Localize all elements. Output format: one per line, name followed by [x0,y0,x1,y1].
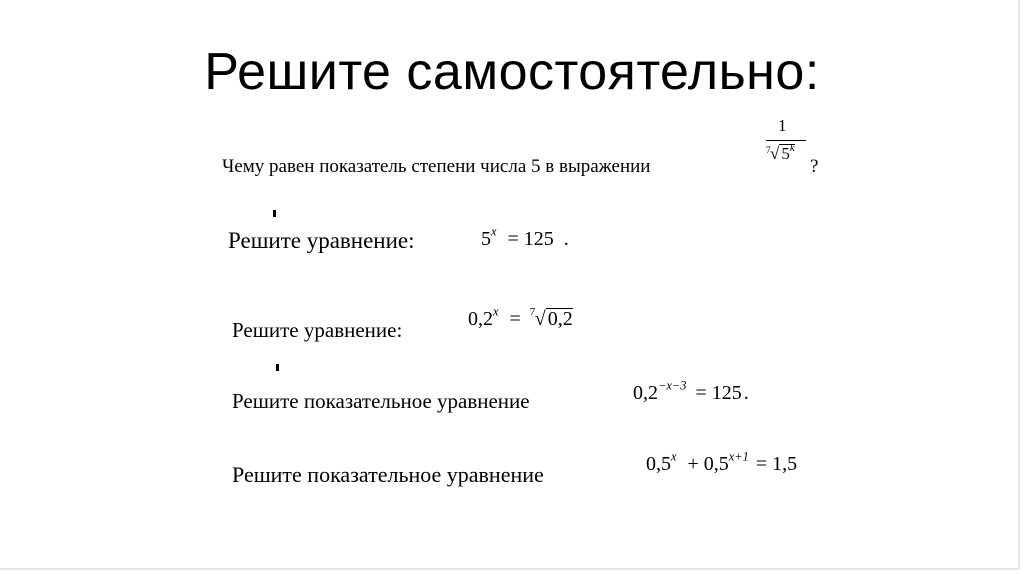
task-2-period: . [563,228,569,250]
task-1-radicand-exponent: k [789,143,795,155]
task-4-exponent: −x−3 [658,378,687,393]
task-2-base: 5 [481,228,491,250]
task-5-plus-term: + 0,5 [687,453,729,475]
task-1-radicand-base: 5 [781,144,790,163]
task-1-root [764,144,795,164]
task-5-exponent-1: x [671,449,677,464]
task-4-text: Решите показательное уравнение [232,389,530,413]
task-3-base: 0,2 [468,308,493,330]
task-5-base-1: 0,5 [646,453,671,475]
slide-title: Решите самостоятельно: [204,43,820,101]
task-3-radicand: 0,2 [547,308,573,330]
task-4-period: . [743,382,749,404]
task-2-equation [481,224,569,251]
radical-sign-icon: √ [770,144,780,163]
task-4-rhs: = 125 [695,382,742,404]
task-1-expression [762,116,812,176]
task-3-equation [468,304,573,331]
task-1-fraction-bar [766,140,806,141]
stray-mark [276,364,279,371]
task-1-fraction [762,116,812,176]
task-3-exponent: x [493,304,499,319]
task-3-root-index: 7 [529,306,536,318]
task-3-root [530,308,573,331]
task-2-exponent: x [491,224,497,239]
task-1-question-mark: ? [810,156,819,177]
task-1-root-index: 7 [766,146,771,156]
task-4-base: 0,2 [633,382,658,404]
task-3-text: Решите уравнение: [232,318,403,342]
task-5-exponent-2: x+1 [728,449,749,464]
task-5-rhs: = 1,5 [755,453,798,475]
task-1-radicand [779,144,794,163]
task-2-rhs: = 125 [507,228,554,250]
task-2-text: Решите уравнение: [228,228,415,253]
stray-mark [273,210,276,217]
task-4-equation [633,378,749,405]
task-5-equation [646,449,798,476]
task-3-equals: = [509,308,521,330]
radical-sign-icon: √ [534,308,546,330]
task-1-text: Чему равен показатель степени числа 5 в выражении [222,156,651,177]
task-1-numerator: 1 [778,116,787,135]
task-5-text: Решите показательное уравнение [232,462,544,487]
